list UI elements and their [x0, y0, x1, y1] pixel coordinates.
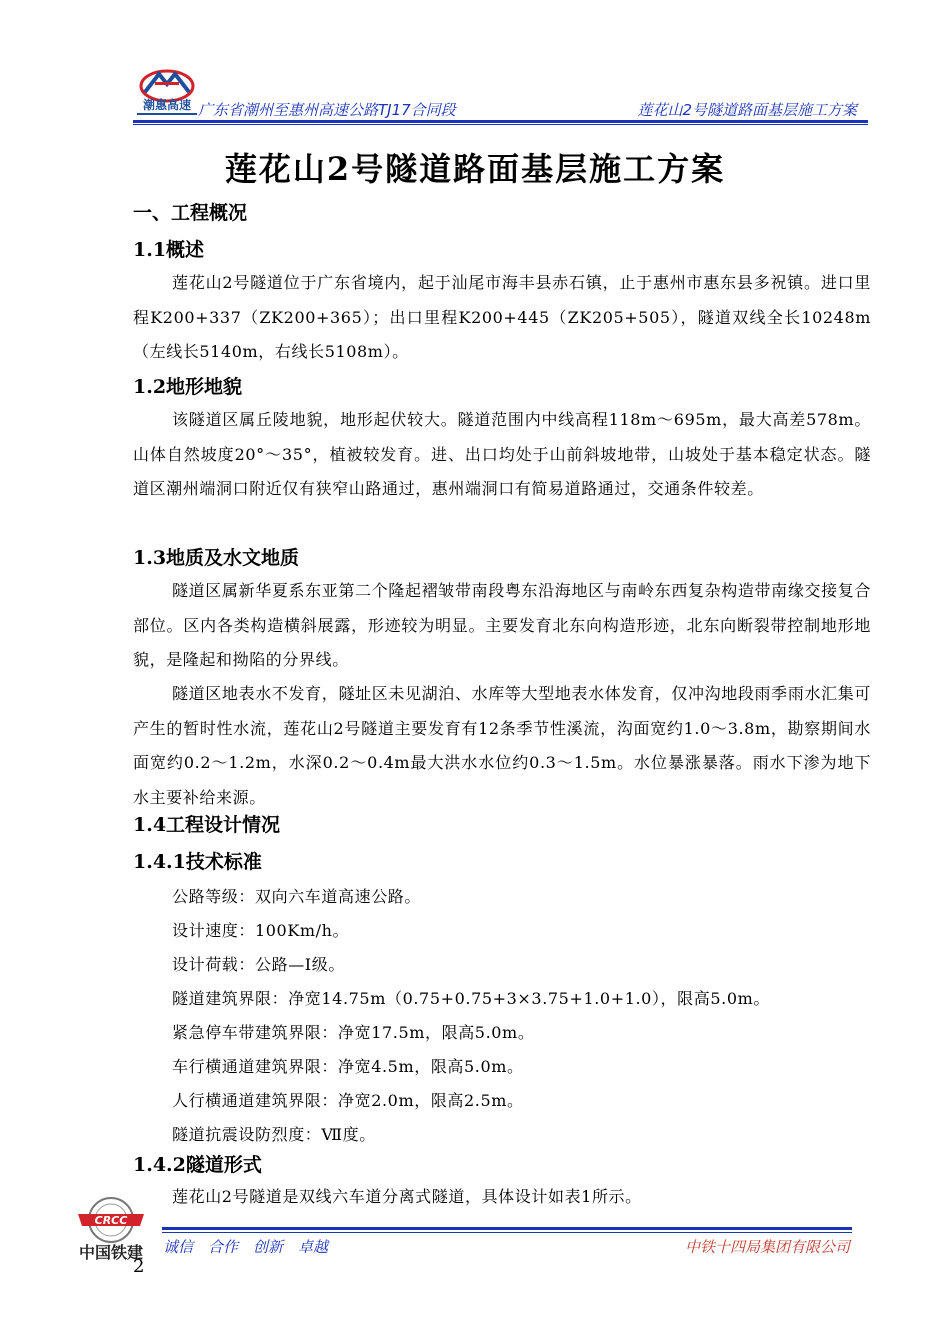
list-item: 紧急停车带建筑界限：净宽17.5m，限高5.0m。 [172, 1023, 535, 1042]
section-heading-1-1: 1.1概述 [133, 239, 205, 261]
paragraph-tunnel-form: 莲花山2号隧道是双线六车道分离式隧道，具体设计如表1所示。 [172, 1187, 642, 1206]
list-item: 人行横通道建筑界限：净宽2.0m，限高2.5m。 [172, 1091, 524, 1110]
footer-company: 中铁十四局集团有限公司 [684, 1238, 850, 1256]
header-rule-thick [133, 120, 868, 123]
header-rule-thin [133, 124, 868, 125]
section-heading-1-4-1: 1.4.1技术标准 [133, 851, 262, 873]
list-item: 隧道抗震设防烈度：Ⅶ度。 [172, 1125, 376, 1144]
paragraph-geology: 隧道区属新华夏系东亚第二个隆起褶皱带南段粤东沿海地区与南岭东西复杂构造带南缘交接复合部位。区内各类构造横斜展露，形迹较为明显。主要发育北东向构造形迹，北东向断裂带控制地形地貌，是隆起和拗陷的分界线。 [133, 581, 871, 669]
header-project-name: 广东省潮州至惠州高速公路TJ17合同段 [198, 101, 456, 119]
paragraph-terrain: 该隧道区属丘陵地貌，地形起伏较大。隧道范围内中线高程118m～695m，最大高差578m。山体自然坡度20°～35°，植被较发育。进、出口均处于山前斜坡地带，山坡处于基本稳定状态。隧道区潮州端洞口附近仅有狭窄山路通过，惠州端洞口有简易道路通过，交通条件较差。 [133, 410, 871, 498]
section-heading-1-3: 1.3地质及水文地质 [133, 547, 300, 569]
chaohui-expressway-logo-icon [133, 66, 201, 120]
document-title: 莲花山2号隧道路面基层施工方案 [224, 150, 726, 188]
list-item: 车行横通道建筑界限：净宽4.5m，限高5.0m。 [172, 1057, 524, 1076]
section-heading-1-4-2: 1.4.2隧道形式 [133, 1154, 262, 1176]
section-heading-1: 一、工程概况 [133, 202, 248, 224]
svg-text:CRCC: CRCC [94, 1214, 128, 1227]
paragraph-overview: 莲花山2号隧道位于广东省境内，起于汕尾市海丰县赤石镇，止于惠州市惠东县多祝镇。进口里程K200+337（ZK200+365）；出口里程K200+445（ZK205+505），隧道双线全长10248m（左线长5140m，右线长5108m）。 [133, 273, 871, 361]
paragraph-hydrology: 隧道区地表水不发育，隧址区未见湖泊、水库等大型地表水体发育，仅冲沟地段雨季雨水汇集可产生的暂时性水流，莲花山2号隧道主要发育有12条季节性溪流，沟面宽约1.0～3.8m，勘察期间水面宽约0.2～1.2m，水深0.2～0.4m最大洪水水位约0.3～1.5m。水位暴涨暴落。雨水下渗为地下水主要补给来源。 [133, 684, 871, 807]
section-heading-1-4: 1.4工程设计情况 [133, 814, 281, 836]
page-number: 2 [133, 1256, 145, 1277]
section-heading-1-2: 1.2地形地貌 [133, 376, 243, 398]
list-item: 设计速度：100Km/h。 [172, 921, 350, 940]
footer-rule-thick [162, 1227, 852, 1230]
header-document-name: 莲花山2号隧道路面基层施工方案 [637, 101, 857, 119]
list-item: 隧道建筑界限：净宽14.75m（0.75+0.75+3×3.75+1.0+1.0），限高5.0m。 [172, 989, 770, 1008]
svg-text:中国铁建: 中国铁建 [78, 1243, 144, 1262]
footer-rule-thin [162, 1232, 852, 1233]
list-item: 公路等级：双向六车道高速公路。 [172, 887, 422, 906]
list-item: 设计荷载：公路—Ⅰ级。 [172, 955, 345, 974]
footer-motto: 诚信 合作 创新 卓越 [163, 1238, 329, 1256]
svg-text:潮惠高速: 潮惠高速 [142, 98, 192, 112]
